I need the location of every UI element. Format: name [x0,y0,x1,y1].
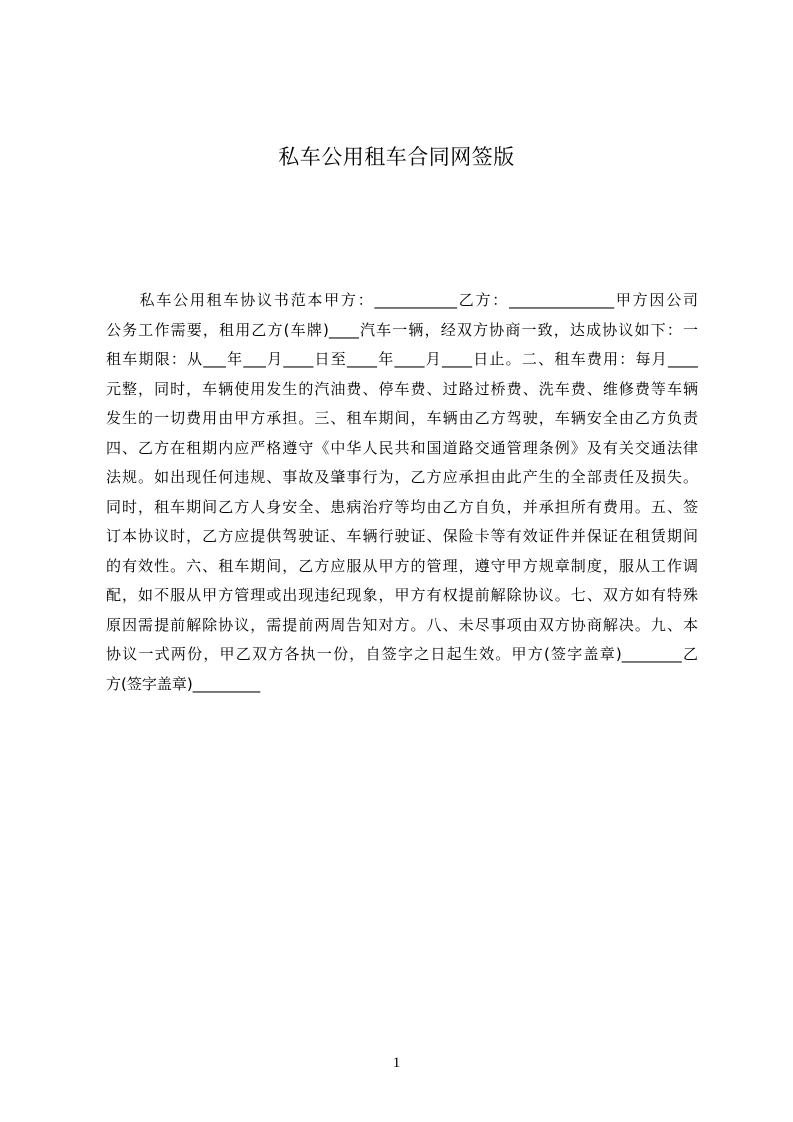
body-line: 协议一式两份，甲乙双方各执一份，自签字之日起生效。甲方(签字盖章)________乙 [106,645,698,663]
page-number: 1 [392,1055,401,1071]
body-line: 的有效性。六、租车期间，乙方应服从甲方的管理，遵守甲方规章制度，服从工作调 [106,556,698,575]
body-line: 配，如不服从甲方管理或出现违纪现象，甲方有权提前解除协议。七、双方如有特殊 [106,586,698,604]
body-line: 方(签字盖章)_________ [106,674,261,693]
body-line: 订本协议时，乙方应提供驾驶证、车辆行驶证、保险卡等有效证件并保证在租赁期间 [106,527,698,545]
contract-body [106,286,698,699]
body-line: 公务工作需要，租用乙方(车牌)____汽车一辆，经双方协商一致，达成协议如下：一 [106,320,698,339]
body-line: 法规。如出现任何违规、事故及肇事行为，乙方应承担由此产生的全部责任及损失。 [106,468,698,486]
body-line: 同时，租车期间乙方人身安全、患病治疗等均由乙方自负，并承担所有费用。五、签 [106,497,698,516]
body-line: 发生的一切费用由甲方承担。三、租车期间，车辆由乙方驾驶，车辆安全由乙方负责 [106,409,698,427]
document-title: 私车公用租车合同网签版 [278,145,515,169]
body-line: 四、乙方在租期内应严格遵守《中华人民共和国道路交通管理条例》及有关交通法律 [106,438,698,457]
body-line: 租车期限：从___年___月____日至____年____月____日止。二、租车费用：每月____ [106,350,698,368]
body-line: 元整，同时，车辆使用发生的汽油费、停车费、过路过桥费、洗车费、维修费等车辆 [106,379,698,398]
body-line: 私车公用租车协议书范本甲方：___________乙方：______________甲方因公司 [106,291,698,309]
body-line: 原因需提前解除协议，需提前两周告知对方。八、未尽事项由双方协商解决。九、本 [106,615,698,634]
